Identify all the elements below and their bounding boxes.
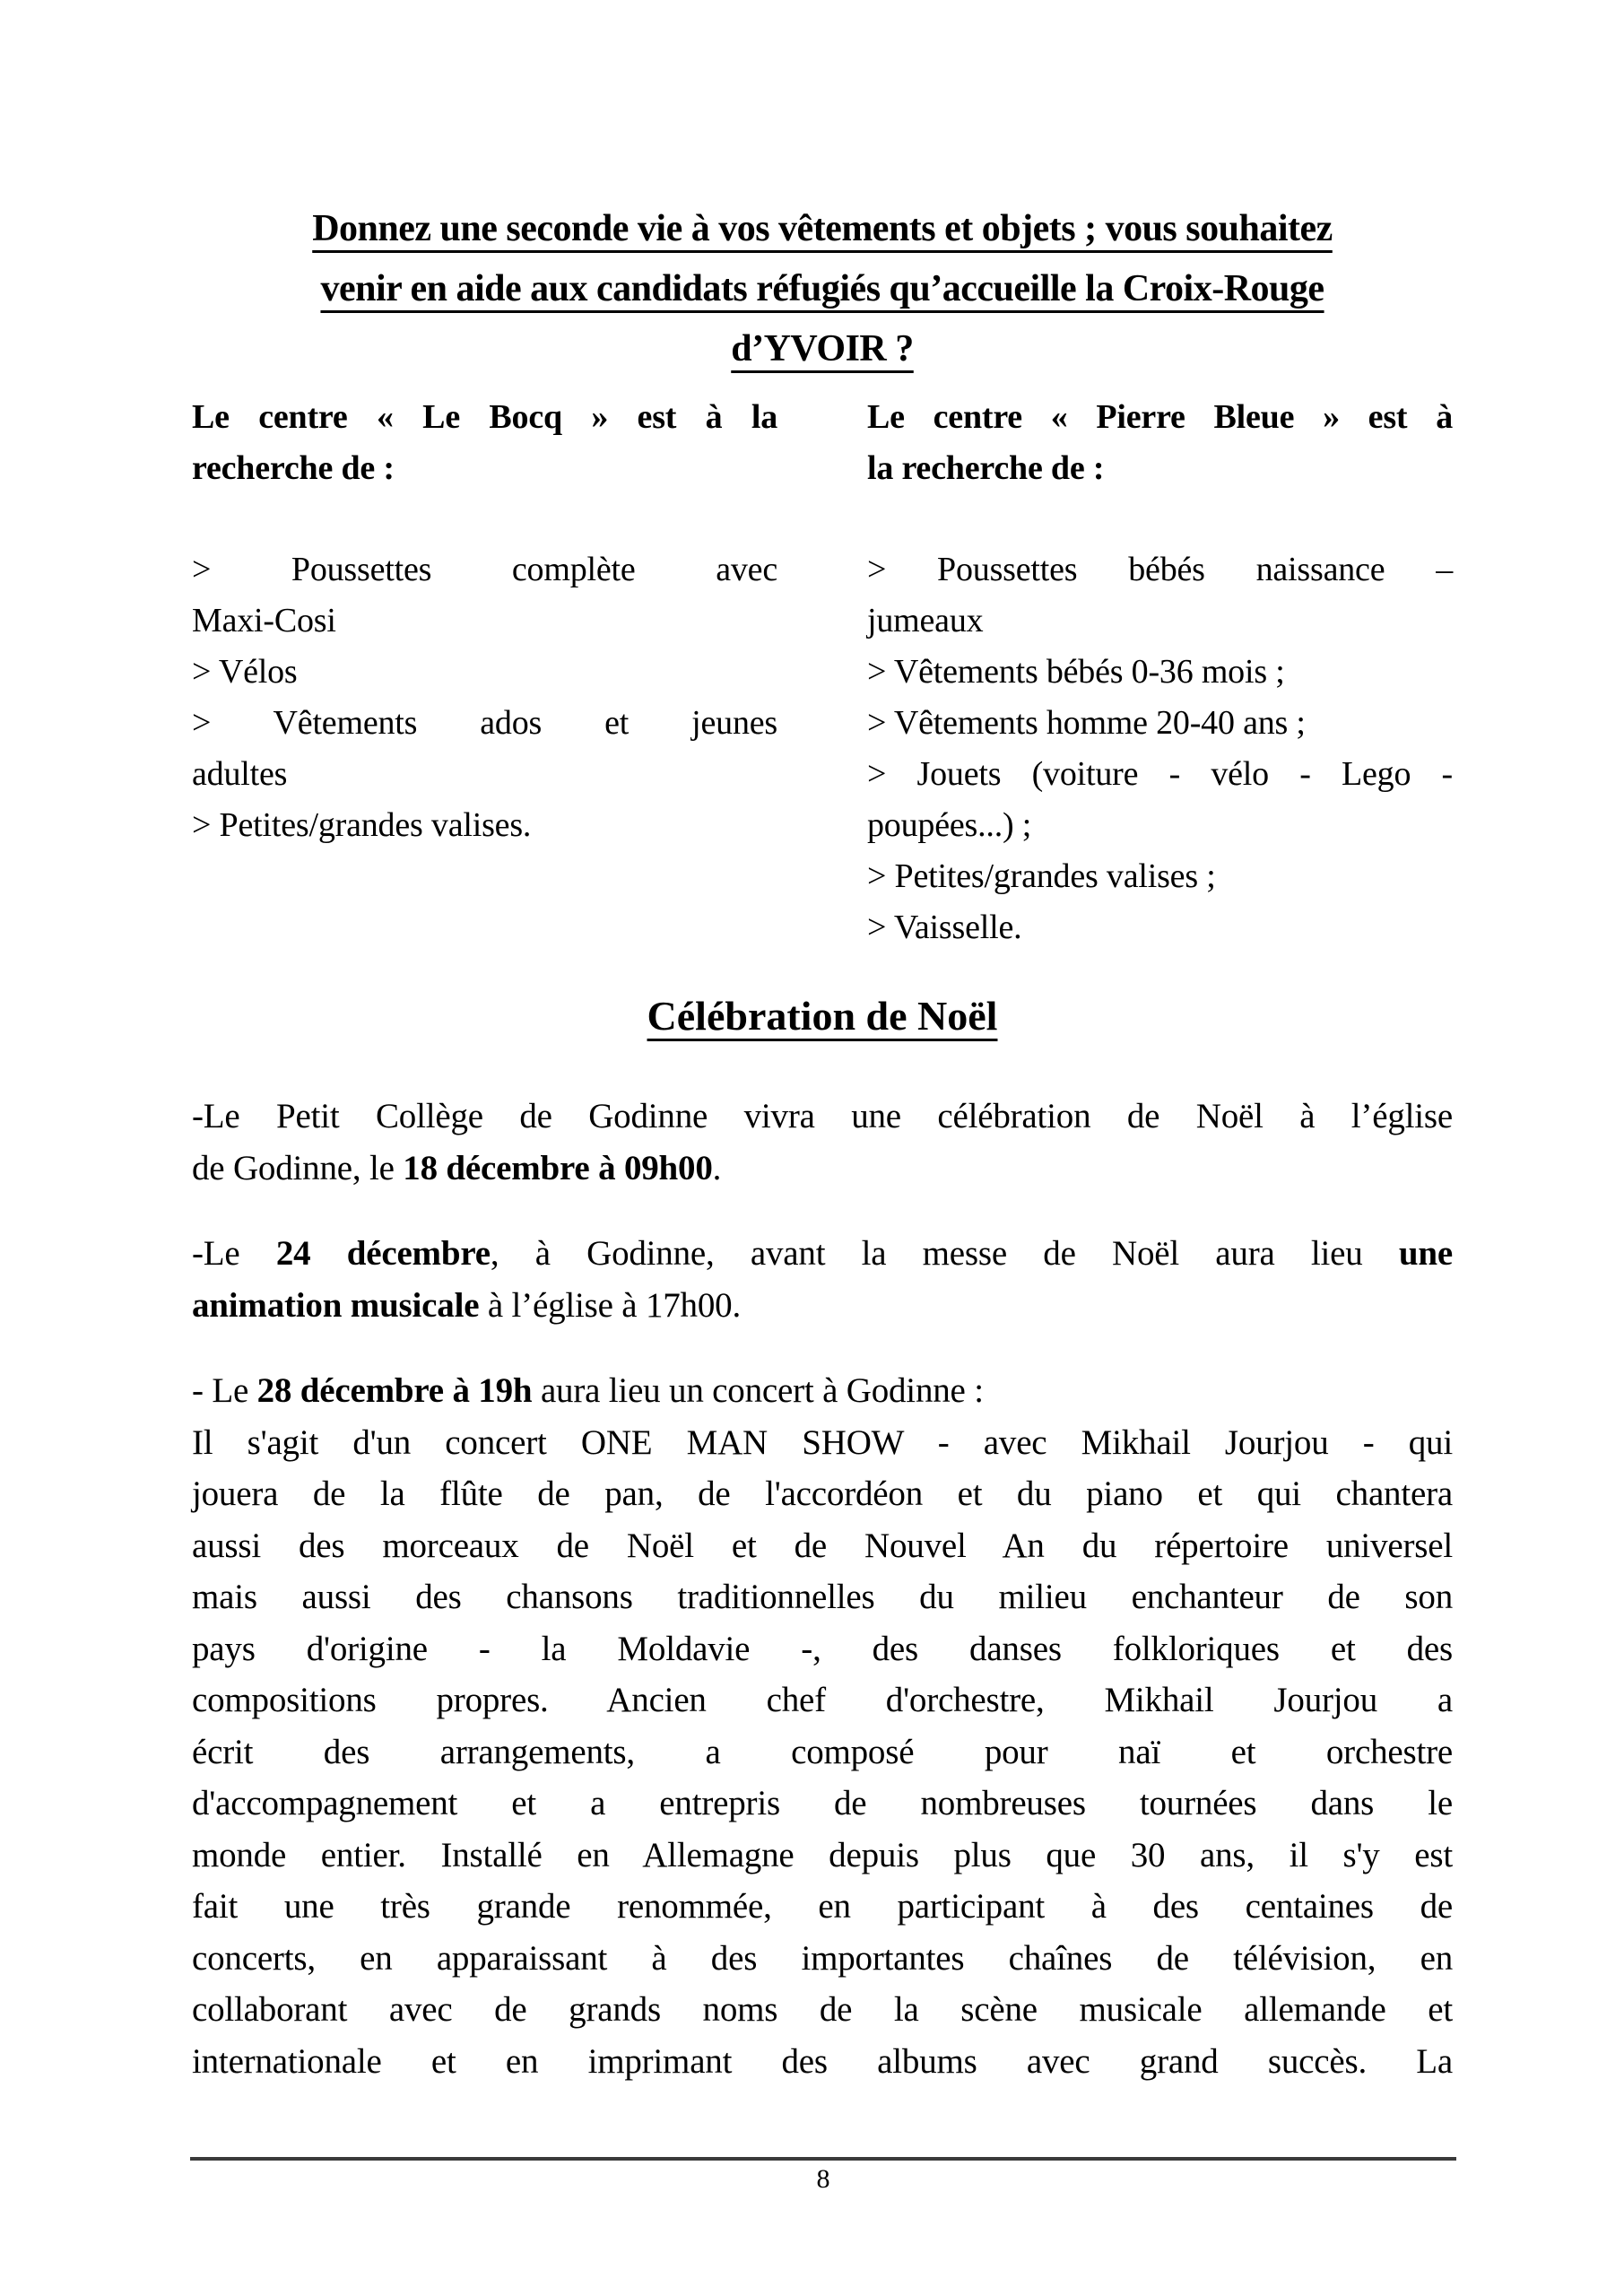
text-line: Le centre « Pierre Bleue » est à bbox=[867, 398, 1453, 436]
text-line: mais aussi des chansons traditionnelles du milieu enchanteur de son bbox=[192, 1578, 1453, 1616]
text-line: fait une très grande renommée, en participant à des centaines de bbox=[192, 1887, 1453, 1926]
text-line: > Jouets (voiture - vélo - Lego - bbox=[867, 755, 1453, 793]
text-line: > Petites/grandes valises. bbox=[192, 806, 532, 844]
section-heading-text: Célébration de Noël bbox=[647, 993, 998, 1039]
text-line: concerts, en apparaissant à des importantes chaînes de télévision, en bbox=[192, 1938, 1453, 1978]
footer-divider bbox=[190, 2157, 1456, 2161]
text-line: adultes bbox=[192, 755, 288, 793]
text-line: jumeaux bbox=[867, 602, 984, 639]
text-line: > Vélos bbox=[192, 653, 298, 691]
text-line: Le centre « Le Bocq » est à la bbox=[192, 398, 777, 436]
text-line: la recherche de : bbox=[867, 449, 1105, 487]
text-line: collaborant avec de grands noms de la scène musicale allemande et bbox=[192, 1990, 1453, 2029]
text-line: d’YVOIR ? bbox=[731, 328, 914, 370]
page-number: 8 bbox=[816, 2164, 830, 2194]
column-le-bocq bbox=[192, 392, 777, 953]
column-pierre-bleue-heading bbox=[867, 392, 1453, 494]
text-line: aussi des morceaux de Noël et de Nouvel An du répertoire universel bbox=[192, 1526, 1453, 1565]
page-title bbox=[192, 199, 1453, 379]
paragraph-celebration-college bbox=[192, 1091, 1453, 1194]
text-line: > Vêtements bébés 0-36 mois ; bbox=[867, 653, 1285, 691]
text-line: internationale et en imprimant des albums avec grand succès. La bbox=[192, 2041, 1453, 2081]
text-line: venir en aide aux candidats réfugiés qu’accueille la Croix-Rouge bbox=[320, 268, 1324, 309]
page-content bbox=[192, 199, 1453, 2087]
text-line: > Vêtements homme 20-40 ans ; bbox=[867, 704, 1306, 742]
text-line: d'accompagnement et a entrepris de nombreuses tournées dans le bbox=[192, 1784, 1453, 1822]
text-line: > Vaisselle. bbox=[867, 909, 1022, 946]
text-line: Il s'agit d'un concert ONE MAN SHOW - avec Mikhail Jourjou - qui bbox=[192, 1422, 1453, 1462]
text-line: > Petites/grandes valises ; bbox=[867, 857, 1216, 895]
text-line: poupées...) ; bbox=[867, 806, 1032, 844]
text-line: animation musicale à l’église à 17h00. bbox=[192, 1285, 741, 1325]
text-line: > Vêtements ados et jeunes bbox=[192, 704, 777, 742]
text-line: > Poussettes bébés naissance – bbox=[867, 551, 1453, 588]
paragraph-concert-one-man-show bbox=[192, 1365, 1453, 2087]
text-line: recherche de : bbox=[192, 449, 395, 487]
text-line: monde entier. Installé en Allemagne depuis plus que 30 ans, il s'y est bbox=[192, 1835, 1453, 1874]
text-line: pays d'origine - la Moldavie -, des danses folkloriques et des bbox=[192, 1629, 1453, 1668]
text-line: compositions propres. Ancien chef d'orchestre, Mikhail Jourjou a bbox=[192, 1681, 1453, 1719]
text-line: -Le Petit Collège de Godinne vivra une célébration de Noël à l’église bbox=[192, 1097, 1453, 1135]
column-pierre-bleue-items bbox=[867, 544, 1453, 953]
two-column-section bbox=[192, 392, 1453, 953]
column-le-bocq-heading bbox=[192, 392, 777, 494]
text-line: > Poussettes complète avec bbox=[192, 551, 777, 588]
text-line: Donnez une seconde vie à vos vêtements et objets ; vous souhaitez bbox=[312, 208, 1333, 249]
text-line: - Le 28 décembre à 19h aura lieu un concert à Godinne : bbox=[192, 1371, 984, 1410]
paragraph-animation-musicale bbox=[192, 1228, 1453, 1331]
text-line: écrit des arrangements, a composé pour naï et orchestre bbox=[192, 1732, 1453, 1771]
section-heading bbox=[192, 986, 1453, 1046]
column-pierre-bleue bbox=[867, 392, 1453, 953]
text-line: de Godinne, le 18 décembre à 09h00. bbox=[192, 1148, 722, 1187]
text-line: -Le 24 décembre, à Godinne, avant la messe de Noël aura lieu une bbox=[192, 1234, 1453, 1273]
text-line: Maxi-Cosi bbox=[192, 602, 336, 639]
text-line: jouera de la flûte de pan, de l'accordéon et du piano et qui chantera bbox=[192, 1474, 1453, 1513]
column-le-bocq-items bbox=[192, 544, 777, 851]
